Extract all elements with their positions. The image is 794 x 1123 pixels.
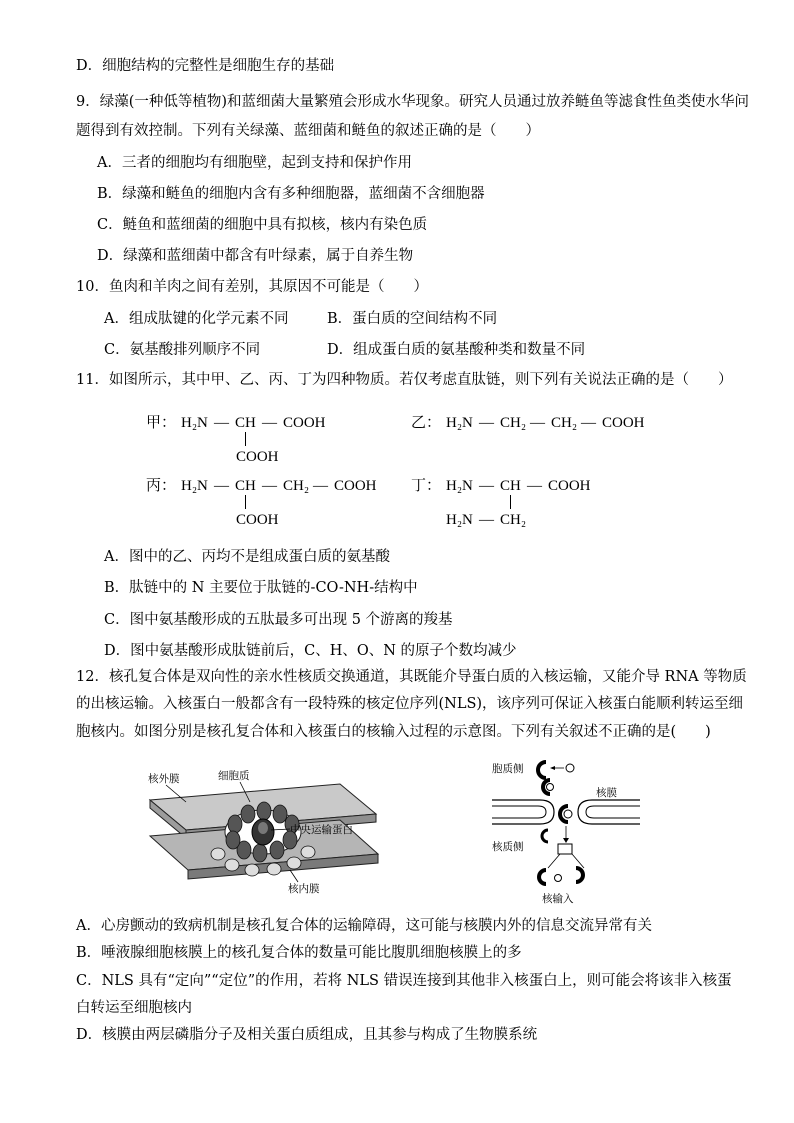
q9-stem-line2: 题得到有效控制。下列有关绿藻、蓝细菌和鲢鱼的叙述正确的是（ ） (76, 123, 540, 139)
ding-amino-group: H₂N (446, 478, 473, 494)
membrane-left (492, 800, 554, 824)
label-cytoplasm: 细胞质 (218, 770, 250, 782)
nuclear-pore-complex-figure (140, 762, 390, 897)
q10-option-b: B．蛋白质的空间结构不同 (327, 311, 498, 327)
yi-bond: — (530, 415, 545, 431)
jia-side-carboxyl: COOH (236, 449, 279, 465)
prev-option-d: D．细胞结构的完整性是细胞生存的基础 (76, 58, 335, 74)
q9-option-c: C．鲢鱼和蓝细菌的细胞中具有拟核，核内有染色质 (97, 217, 428, 233)
yi-carboxyl: COOH (602, 415, 645, 431)
label-inner-membrane: 核内膜 (288, 883, 320, 895)
nuclear-import-figure (488, 756, 648, 906)
yi-ch2: CH₂ (500, 415, 527, 431)
q12-option-b: B．唾液腺细胞核膜上的核孔复合体的数量可能比腹肌细胞核膜上的多 (76, 945, 522, 961)
q12-option-c-line2: 白转运至细胞核内 (76, 1000, 192, 1016)
ding-bond: — (527, 478, 542, 494)
q10-stem: 10．鱼肉和羊肉之间有差别，其原因不可能是（ ） (76, 279, 428, 295)
membrane-right (578, 800, 640, 824)
label-central-protein: 中央运输蛋白 (290, 824, 353, 836)
yi-label: 乙： (411, 415, 442, 431)
jia-bond: — (262, 415, 277, 431)
jia-carboxyl: COOH (283, 415, 326, 431)
q10-option-d: D．组成蛋白质的氨基酸种类和数量不同 (327, 342, 586, 358)
bing-amino-group: H₂N (181, 478, 208, 494)
q12-stem-line3: 胞核内。如图分别是核孔复合体和入核蛋白的核输入过程的示意图。下列有关叙述不正确的是( ) (76, 724, 711, 740)
bing-ch: CH (235, 478, 256, 494)
yi-ch2: CH₂ (551, 415, 578, 431)
label-cytoplasm-side: 胞质侧 (492, 763, 524, 775)
yi-bond: — (479, 415, 494, 431)
q9-stem-line1: 9．绿藻(一种低等植物)和蓝细菌大量繁殖会形成水华现象。研究人员通过放养鲢鱼等滤食性鱼类使水华问 (76, 94, 750, 110)
q11-stem: 11．如图所示，其中甲、乙、丙、丁为四种物质。若仅考虑直肽链，则下列有关说法正确的是（ ） (76, 372, 733, 388)
label-nucleus-side: 核质侧 (492, 841, 524, 853)
q10-option-c: C．氨基酸排列顺序不同 (104, 342, 261, 358)
yi-amino-group: H₂N (446, 415, 473, 431)
jia-label: 甲： (146, 415, 177, 431)
q9-option-a: A．三者的细胞均有细胞壁，起到支持和保护作用 (97, 155, 412, 171)
jia-amino-group: H₂N (181, 415, 208, 431)
ding-bond: — (479, 512, 494, 528)
q12-option-a: A．心房颤动的致病机制是核孔复合体的运输障碍，这可能与核膜内外的信息交流异常有关 (76, 918, 652, 934)
q9-option-b: B．绿藻和鲢鱼的细胞内含有多种细胞器，蓝细菌不含细胞器 (97, 186, 485, 202)
ding-side-ch2: CH₂ (500, 512, 527, 528)
q12-stem-line2: 的出核运输。入核蛋白一般都含有一段特殊的核定位序列(NLS)，该序列可保证入核蛋白能顺利转运至细 (76, 696, 744, 712)
q11-option-a: A．图中的乙、丙均不是组成蛋白质的氨基酸 (104, 549, 390, 565)
bing-label: 丙： (146, 478, 177, 494)
bing-vertical-bond (245, 495, 246, 509)
ding-bond: — (479, 478, 494, 494)
q9-option-d: D．绿藻和蓝细菌中都含有叶绿素，属于自养生物 (97, 248, 414, 264)
jia-vertical-bond (245, 432, 246, 446)
ding-ch: CH (500, 478, 521, 494)
q11-option-d: D．图中氨基酸形成肽链前后，C、H、O、N 的原子个数均减少 (104, 643, 517, 659)
q11-option-c: C．图中氨基酸形成的五肽最多可出现 5 个游离的羧基 (104, 612, 453, 628)
jia-bond: — (214, 415, 229, 431)
bing-bond: — (262, 478, 277, 494)
q11-option-b: B．肽链中的 N 主要位于肽链的-CO-NH-结构中 (104, 580, 418, 596)
bing-side-carboxyl: COOH (236, 512, 279, 528)
bing-ch2: CH₂ (283, 478, 310, 494)
q12-option-d: D．核膜由两层磷脂分子及相关蛋白质组成，且其参与构成了生物膜系统 (76, 1027, 538, 1043)
label-nuclear-membrane: 核膜 (596, 787, 617, 799)
label-outer-membrane: 核外膜 (148, 773, 180, 785)
bing-bond: — (313, 478, 328, 494)
ding-side-amino: H₂N (446, 512, 473, 528)
ding-vertical-bond (510, 495, 511, 509)
q12-option-c-line1: C．NLS 具有“定向”“定位”的作用，若将 NLS 错误连接到其他非入核蛋白上，则可能会将该非入核蛋 (76, 973, 732, 989)
ding-label: 丁： (411, 478, 442, 494)
ding-carboxyl: COOH (548, 478, 591, 494)
jia-ch: CH (235, 415, 256, 431)
q12-stem-line1: 12．核孔复合体是双向性的亲水性核质交换通道，其既能介导蛋白质的入核运输，又能介导 RNA 等物质 (76, 669, 747, 685)
label-nuclear-import: 核输入 (542, 893, 574, 905)
bing-carboxyl: COOH (334, 478, 377, 494)
yi-bond: — (581, 415, 596, 431)
q10-option-a: A．组成肽键的化学元素不同 (104, 311, 289, 327)
bing-bond: — (214, 478, 229, 494)
